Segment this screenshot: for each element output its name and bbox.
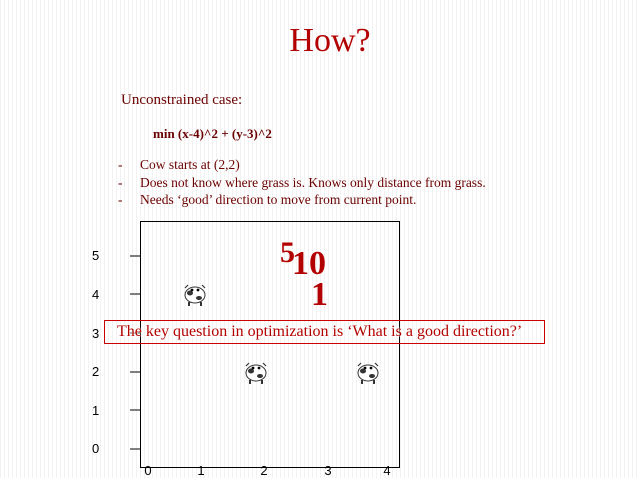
objective-formula: min (x-4)^2 + (y-3)^2 — [153, 126, 272, 141]
unconstrained-heading: Unconstrained case: — [121, 92, 243, 108]
bullet-text: Does not know where grass is. Knows only distance from grass. — [140, 174, 486, 190]
x-tick-label: 2 — [260, 463, 268, 478]
distance-label-ten: 10 — [292, 245, 326, 282]
y-tick-label: 5 — [92, 248, 100, 263]
bullet-dash: - — [118, 157, 123, 172]
x-tick-label: 4 — [383, 463, 391, 478]
key-question-box: The key question in optimization is ‘What is a good direction?’ — [104, 320, 545, 344]
y-tick-label: 1 — [92, 403, 100, 418]
slide-title: How? — [289, 22, 371, 59]
y-tick-label: 0 — [92, 441, 100, 456]
cow-icon — [243, 359, 269, 385]
cow-icon — [182, 281, 208, 307]
bullet-text: Needs ‘good’ direction to move from current point. — [140, 192, 417, 207]
distance-label-one: 1 — [311, 276, 328, 313]
bullet-dash: - — [118, 192, 123, 207]
y-tick-label: 2 — [92, 364, 100, 379]
cow-icon — [355, 359, 381, 385]
y-tick-label: 4 — [92, 287, 100, 302]
x-tick-label: 0 — [144, 463, 152, 478]
bullet-dash: - — [118, 174, 123, 190]
distance-label-five: 5 — [280, 236, 295, 269]
y-tick-label: 3 — [92, 326, 100, 341]
x-tick-label: 3 — [324, 463, 332, 478]
bullet-text: Cow starts at (2,2) — [140, 157, 240, 172]
x-tick-label: 1 — [197, 463, 205, 478]
